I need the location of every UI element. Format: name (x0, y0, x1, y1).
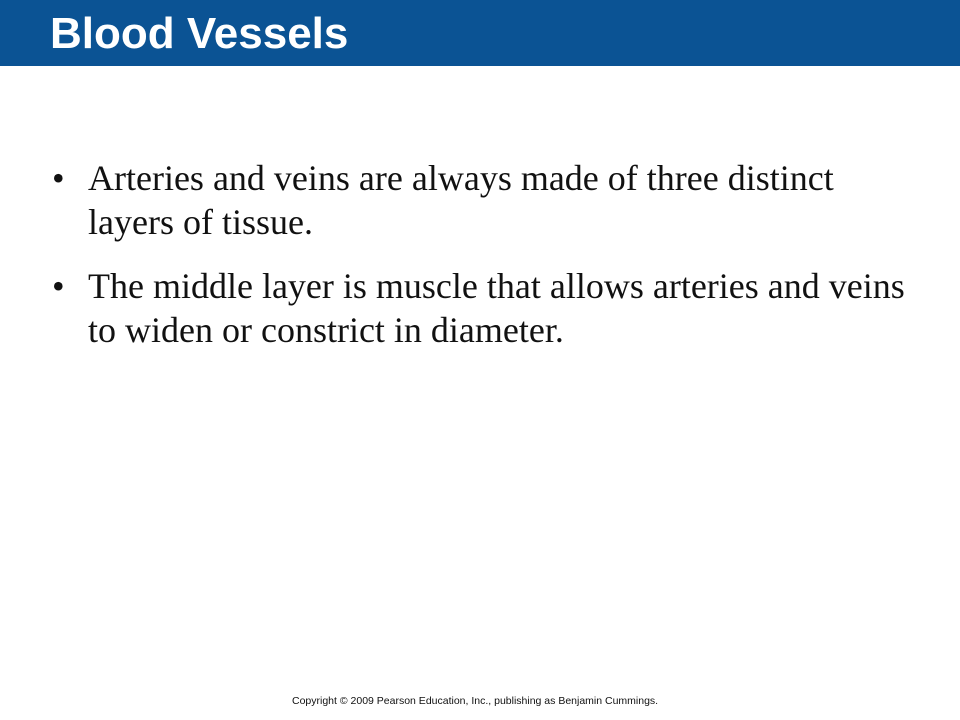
bullet-item (52, 156, 912, 244)
bullet-item (52, 264, 912, 352)
title-bar (0, 0, 960, 66)
bullet-dot-icon: • (52, 158, 65, 198)
bullet-text: Arteries and veins are always made of three distinct layers of tissue. (88, 158, 834, 242)
bullet-list (52, 156, 912, 372)
copyright-footer: Copyright © 2009 Pearson Education, Inc., publishing as Benjamin Cummings. (292, 695, 659, 707)
slide-title: Blood Vessels (50, 9, 349, 58)
bullet-text: The middle layer is muscle that allows arteries and veins to widen or constrict in diameter. (88, 266, 905, 350)
bullet-dot-icon: • (52, 266, 65, 306)
